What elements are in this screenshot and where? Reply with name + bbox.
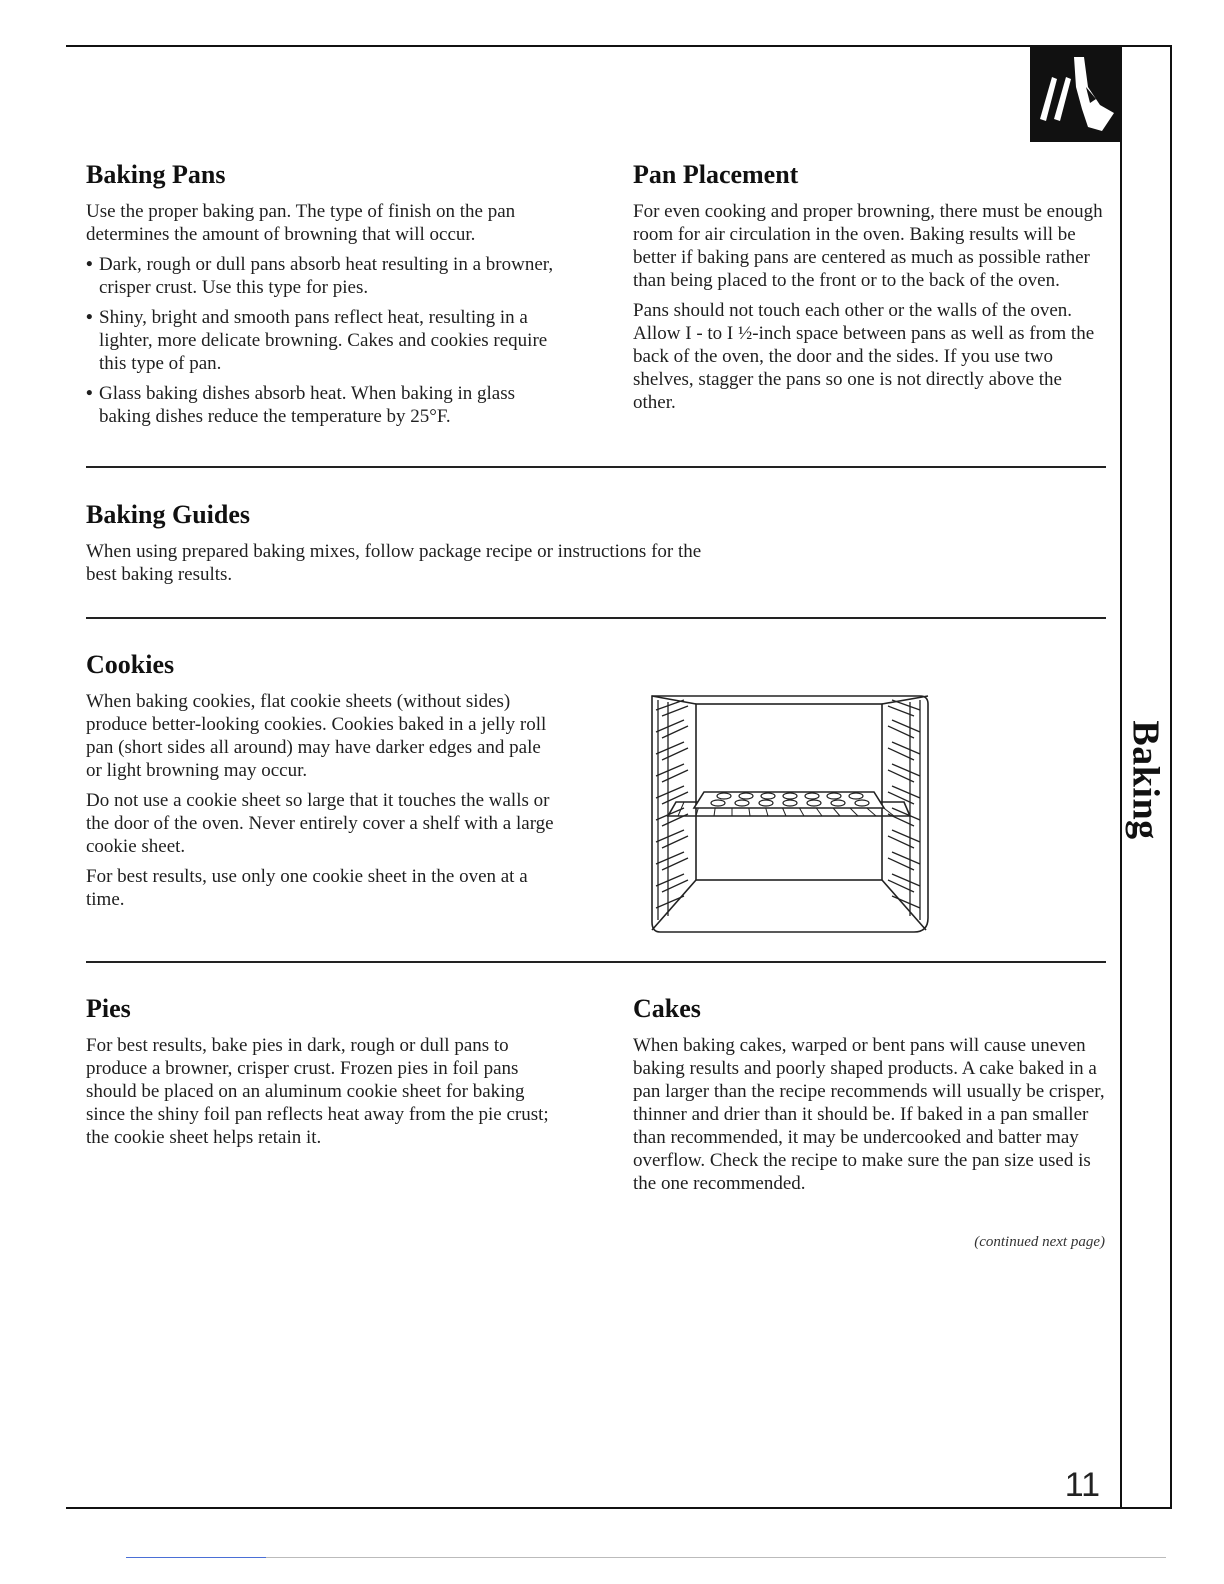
cookies-paragraph: For best results, use only one cookie sheet in the oven at a time. (86, 866, 528, 910)
baking-pans-bullets (86, 253, 566, 428)
baking-guides-title: Baking Guides (86, 500, 251, 529)
bullet-icon: • (86, 254, 93, 275)
continued-note: (continued next page) (974, 1234, 1105, 1250)
cookies-paragraph: Do not use a cookie sheet so large that it touches the walls or the door of the oven. Never entirely cover a shelf with a large cookie sheet. (86, 790, 554, 857)
bullet-icon: • (86, 307, 93, 328)
cakes-title: Cakes (633, 994, 701, 1023)
section-pan-placement (633, 160, 1105, 421)
pies-title: Pies (86, 994, 131, 1023)
baking-pans-intro: Use the proper baking pan. The type of finish on the pan determines the amount of browning that will occur. (86, 201, 516, 245)
section-divider (86, 466, 1106, 468)
list-item: • Dark, rough or dull pans absorb heat resulting in a browner, crisper crust. Use this type for pies. (86, 254, 554, 298)
pan-placement-paragraph: Pans should not touch each other or the walls of the oven. Allow I - to I ½-inch space between pans as well as from the back of the oven, the door and the sides. If you use two shelves, stagger the pans so one is not directly above the other. (633, 300, 1095, 413)
pies-text: For best results, bake pies in dark, rough or dull pans to produce a browner, crisper crust. Frozen pies in foil pans should be placed on an aluminum cookie sheet for baking since the shiny foil pan reflects heat away from the pie crust; the cookie sheet helps retain it. (86, 1035, 549, 1148)
pointing-hand-icon (1030, 47, 1120, 142)
top-rule (66, 45, 1172, 47)
oven-cookie-sheet-illustration (648, 690, 930, 936)
cookies-title: Cookies (86, 650, 175, 679)
footer-mark (126, 1557, 266, 1558)
section-divider (86, 617, 1106, 619)
side-tab-border-right (1170, 45, 1172, 1509)
list-item: • Glass baking dishes absorb heat. When baking in glass baking dishes reduce the temperature by 25°F. (86, 383, 515, 427)
section-baking-pans (86, 160, 566, 435)
side-tab-baking (1121, 700, 1170, 860)
page-number: 11 (1064, 1466, 1100, 1504)
baking-guides-text: When using prepared baking mixes, follow package recipe or instructions for the best baking results. (86, 541, 702, 585)
bullet-icon: • (86, 383, 93, 404)
section-cookies (86, 650, 561, 918)
baking-pans-title: Baking Pans (86, 160, 226, 189)
pan-placement-title: Pan Placement (633, 160, 799, 189)
cakes-text: When baking cakes, warped or bent pans will cause uneven baking results and poorly shaped products. A cake baked in a pan larger than the recipe recommends will usually be crisper, thinner and drier than it should be. If baked in a pan smaller than recommended, it may be undercooked and batter may overflow. Check the recipe to make sure the pan size used is the one recommended. (633, 1035, 1105, 1194)
footer-line (266, 1557, 1166, 1558)
section-cakes (633, 994, 1105, 1202)
side-tab-label: Baking (1124, 720, 1167, 840)
list-item: • Shiny, bright and smooth pans reflect heat, resulting in a lighter, more delicate browning. Cakes and cookies require this type of pan. (86, 307, 548, 374)
section-baking-guides (86, 500, 736, 593)
section-divider (86, 961, 1106, 963)
pan-placement-paragraph: For even cooking and proper browning, there must be enough room for air circulation in the oven. Baking results will be better if baking pans are centered as much as possible rather than being placed to the front or to the back of the oven. (633, 201, 1103, 291)
section-pies (86, 994, 564, 1156)
cookies-paragraph: When baking cookies, flat cookie sheets (without sides) produce better-looking cookies. Cookies baked in a jelly roll pan (short sides all around) may have darker edges and pale or light browning may occur. (86, 691, 547, 781)
bottom-rule (66, 1507, 1172, 1509)
